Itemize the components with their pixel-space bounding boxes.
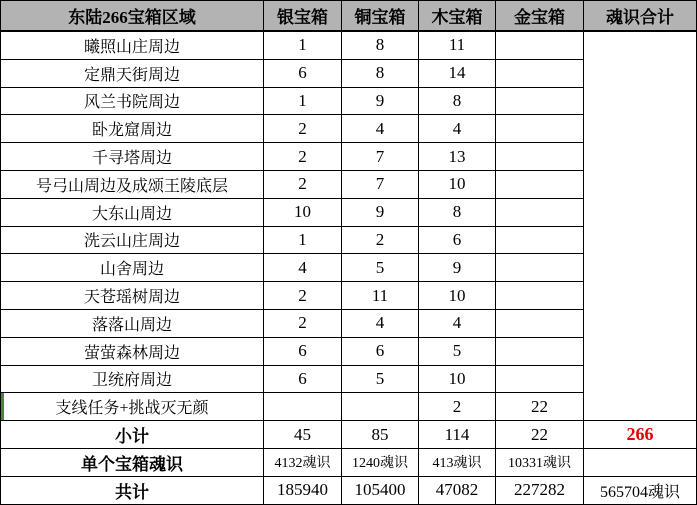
silver-value-cell[interactable]: 1 xyxy=(264,226,342,254)
area-cell[interactable]: 卫统府周边 xyxy=(1,365,264,393)
copper-value-cell[interactable]: 8 xyxy=(342,59,419,87)
silver-value-cell[interactable]: 2 xyxy=(264,115,342,143)
area-cell[interactable]: 萤萤森林周边 xyxy=(1,337,264,365)
header-cell-total[interactable]: 魂识合计 xyxy=(584,1,697,32)
copper-value-cell[interactable]: 6 xyxy=(342,337,419,365)
wood-value-cell[interactable]: 8 xyxy=(419,198,496,226)
gold-value-cell[interactable] xyxy=(496,31,584,59)
wood-value-cell[interactable]: 10 xyxy=(419,365,496,393)
area-cell[interactable]: 支线任务+挑战灭无颜 xyxy=(1,393,264,421)
copper-value-cell[interactable]: 11 xyxy=(342,282,419,310)
per-box-soul-row xyxy=(1,448,697,476)
subtotal-row-silver-cell[interactable]: 45 xyxy=(264,421,342,449)
wood-value-cell[interactable]: 10 xyxy=(419,170,496,198)
header-cell-silver[interactable]: 银宝箱 xyxy=(264,1,342,32)
area-cell[interactable]: 风兰书院周边 xyxy=(1,87,264,115)
per-box-soul-row-wood-cell[interactable]: 413魂识 xyxy=(419,448,496,476)
wood-value-cell[interactable]: 4 xyxy=(419,309,496,337)
gold-value-cell[interactable] xyxy=(496,254,584,282)
grand-total-row-copper-cell[interactable]: 105400 xyxy=(342,476,419,504)
table-body xyxy=(1,31,697,504)
gold-value-cell[interactable] xyxy=(496,337,584,365)
header-cell-gold[interactable]: 金宝箱 xyxy=(496,1,584,32)
soul-total-merged-cell[interactable] xyxy=(584,31,697,421)
copper-value-cell[interactable]: 4 xyxy=(342,115,419,143)
grand-total-row-wood-cell[interactable]: 47082 xyxy=(419,476,496,504)
header-row xyxy=(1,1,697,32)
gold-value-cell[interactable] xyxy=(496,87,584,115)
grand-total-row-label[interactable]: 共计 xyxy=(1,476,264,504)
silver-value-cell[interactable]: 10 xyxy=(264,198,342,226)
silver-value-cell[interactable]: 1 xyxy=(264,87,342,115)
table-row xyxy=(1,31,697,59)
area-cell[interactable]: 山舍周边 xyxy=(1,254,264,282)
per-box-soul-row-silver-cell[interactable]: 4132魂识 xyxy=(264,448,342,476)
area-cell[interactable]: 曦照山庄周边 xyxy=(1,31,264,59)
per-box-soul-row-label[interactable]: 单个宝箱魂识 xyxy=(1,448,264,476)
area-cell[interactable]: 洗云山庄周边 xyxy=(1,226,264,254)
copper-value-cell[interactable]: 9 xyxy=(342,87,419,115)
copper-value-cell[interactable]: 5 xyxy=(342,365,419,393)
per-box-soul-row-total-cell[interactable] xyxy=(584,448,697,476)
area-cell[interactable]: 大东山周边 xyxy=(1,198,264,226)
per-box-soul-row-gold-cell[interactable]: 10331魂识 xyxy=(496,448,584,476)
silver-value-cell[interactable]: 2 xyxy=(264,282,342,310)
copper-value-cell[interactable] xyxy=(342,393,419,421)
subtotal-row-total-cell[interactable]: 266 xyxy=(584,421,697,449)
area-cell[interactable]: 天苍瑶树周边 xyxy=(1,282,264,310)
gold-value-cell[interactable] xyxy=(496,143,584,171)
gold-value-cell[interactable]: 22 xyxy=(496,393,584,421)
header-cell-copper[interactable]: 铜宝箱 xyxy=(342,1,419,32)
silver-value-cell[interactable]: 1 xyxy=(264,31,342,59)
copper-value-cell[interactable]: 8 xyxy=(342,31,419,59)
gold-value-cell[interactable] xyxy=(496,198,584,226)
header-cell-wood[interactable]: 木宝箱 xyxy=(419,1,496,32)
silver-value-cell[interactable] xyxy=(264,393,342,421)
grand-total-row-total-cell[interactable]: 565704魂识 xyxy=(584,476,697,504)
copper-value-cell[interactable]: 7 xyxy=(342,143,419,171)
gold-value-cell[interactable] xyxy=(496,115,584,143)
area-cell[interactable]: 定鼎天街周边 xyxy=(1,59,264,87)
wood-value-cell[interactable]: 10 xyxy=(419,282,496,310)
grand-total-row xyxy=(1,476,697,504)
copper-value-cell[interactable]: 4 xyxy=(342,309,419,337)
copper-value-cell[interactable]: 9 xyxy=(342,198,419,226)
silver-value-cell[interactable]: 2 xyxy=(264,143,342,171)
per-box-soul-row-copper-cell[interactable]: 1240魂识 xyxy=(342,448,419,476)
wood-value-cell[interactable]: 8 xyxy=(419,87,496,115)
wood-value-cell[interactable]: 11 xyxy=(419,31,496,59)
silver-value-cell[interactable]: 6 xyxy=(264,365,342,393)
wood-value-cell[interactable]: 13 xyxy=(419,143,496,171)
area-cell[interactable]: 千寻塔周边 xyxy=(1,143,264,171)
area-cell[interactable]: 号弓山周边及成颂王陵底层 xyxy=(1,170,264,198)
gold-value-cell[interactable] xyxy=(496,170,584,198)
subtotal-row-gold-cell[interactable]: 22 xyxy=(496,421,584,449)
subtotal-row-wood-cell[interactable]: 114 xyxy=(419,421,496,449)
grand-total-row-silver-cell[interactable]: 185940 xyxy=(264,476,342,504)
gold-value-cell[interactable] xyxy=(496,282,584,310)
wood-value-cell[interactable]: 2 xyxy=(419,393,496,421)
grand-total-row-gold-cell[interactable]: 227282 xyxy=(496,476,584,504)
wood-value-cell[interactable]: 9 xyxy=(419,254,496,282)
silver-value-cell[interactable]: 4 xyxy=(264,254,342,282)
gold-value-cell[interactable] xyxy=(496,226,584,254)
header-cell-area[interactable]: 东陆266宝箱区域 xyxy=(1,1,264,32)
area-cell[interactable]: 卧龙窟周边 xyxy=(1,115,264,143)
wood-value-cell[interactable]: 5 xyxy=(419,337,496,365)
copper-value-cell[interactable]: 7 xyxy=(342,170,419,198)
copper-value-cell[interactable]: 2 xyxy=(342,226,419,254)
silver-value-cell[interactable]: 2 xyxy=(264,170,342,198)
wood-value-cell[interactable]: 6 xyxy=(419,226,496,254)
silver-value-cell[interactable]: 6 xyxy=(264,59,342,87)
gold-value-cell[interactable] xyxy=(496,365,584,393)
copper-value-cell[interactable]: 5 xyxy=(342,254,419,282)
wood-value-cell[interactable]: 4 xyxy=(419,115,496,143)
gold-value-cell[interactable] xyxy=(496,59,584,87)
gold-value-cell[interactable] xyxy=(496,309,584,337)
silver-value-cell[interactable]: 2 xyxy=(264,309,342,337)
wood-value-cell[interactable]: 14 xyxy=(419,59,496,87)
subtotal-row-copper-cell[interactable]: 85 xyxy=(342,421,419,449)
area-cell[interactable]: 落落山周边 xyxy=(1,309,264,337)
subtotal-row xyxy=(1,421,697,449)
subtotal-row-label[interactable]: 小计 xyxy=(1,421,264,449)
silver-value-cell[interactable]: 6 xyxy=(264,337,342,365)
